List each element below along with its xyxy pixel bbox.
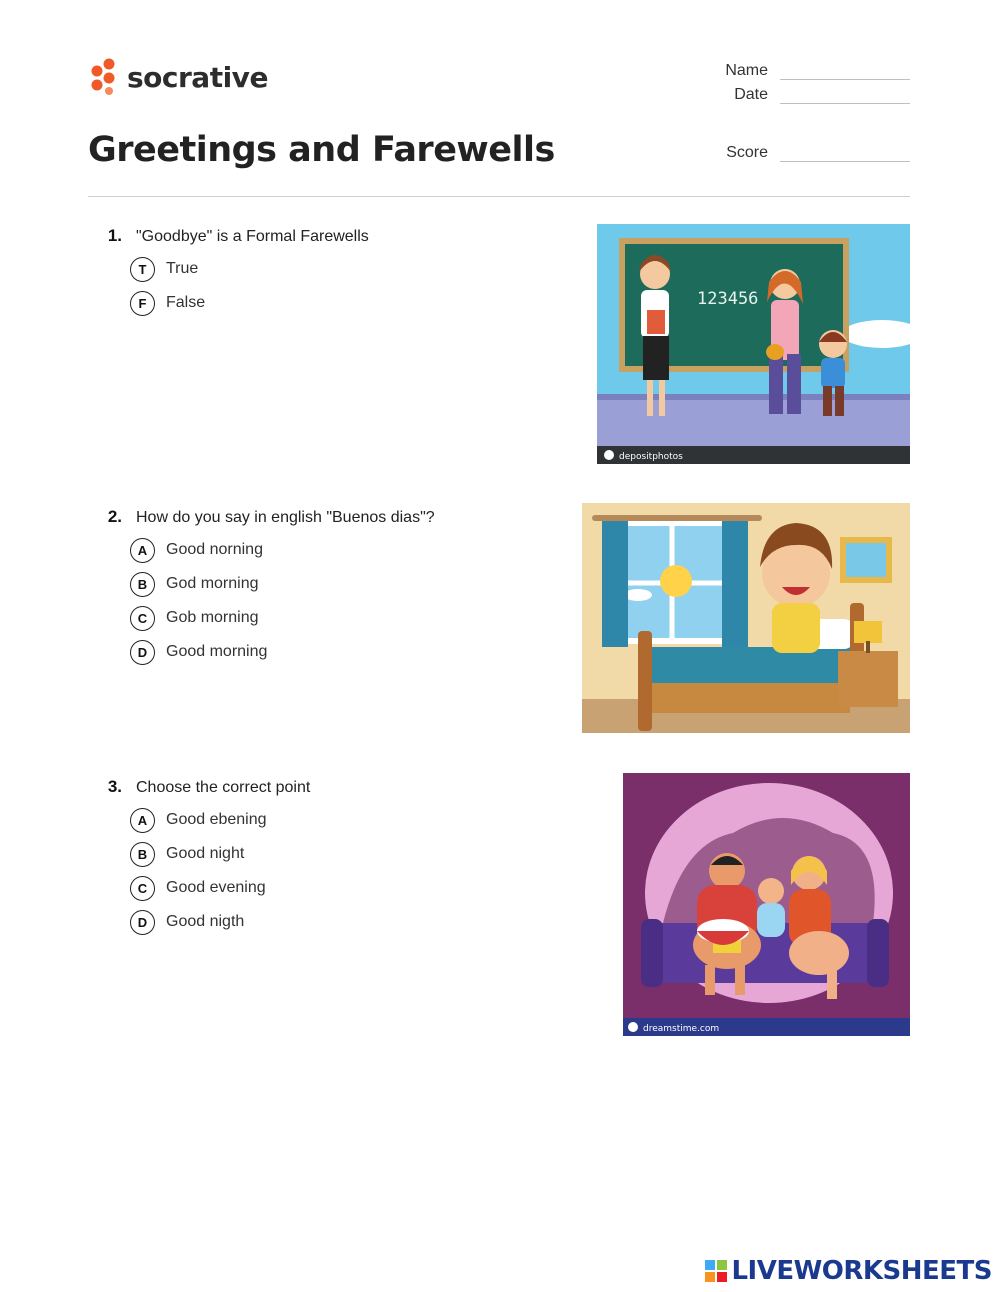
option-d[interactable] (130, 905, 310, 939)
hexagon-logo-icon (88, 58, 118, 96)
option-text: Good nigth (166, 913, 245, 930)
option-a[interactable] (130, 803, 310, 837)
option-bubble[interactable]: A (130, 808, 155, 833)
brand-name: socrative (127, 60, 268, 94)
liveworksheets-blocks-icon (705, 1260, 727, 1282)
footer-brand: LIVEWORKSHEETS (731, 1256, 992, 1286)
baby-figure (757, 878, 785, 937)
question-number: 3. (107, 777, 122, 796)
option-false[interactable] (130, 286, 369, 320)
socrative-logo (88, 58, 268, 96)
option-text: False (166, 294, 206, 311)
question-text: How do you say in english "Buenos dias"? (136, 509, 435, 526)
question-3 (107, 777, 311, 939)
option-a[interactable] (130, 533, 435, 567)
liveworksheets-logo (705, 1256, 992, 1286)
option-bubble[interactable]: T (130, 257, 155, 282)
option-bubble[interactable]: A (130, 538, 155, 563)
option-bubble[interactable]: D (130, 640, 155, 665)
page-title: Greetings and Farewells (88, 130, 555, 170)
option-bubble[interactable]: B (130, 572, 155, 597)
option-bubble[interactable]: C (130, 876, 155, 901)
option-text: Good night (166, 845, 245, 862)
name-label: Name (725, 62, 768, 79)
option-bubble[interactable]: C (130, 606, 155, 631)
image-watermark: depositphotos (619, 452, 683, 462)
option-text: Good ebening (166, 811, 267, 828)
score-label: Score (726, 144, 768, 161)
question-1 (107, 226, 369, 320)
name-field (698, 62, 910, 80)
option-bubble[interactable]: B (130, 842, 155, 867)
date-label: Date (734, 86, 768, 103)
bedroom-illustration (582, 503, 910, 733)
board-text: 123456 (697, 289, 759, 309)
sun-icon (660, 565, 692, 597)
option-text: Good evening (166, 879, 266, 896)
score-line[interactable] (780, 150, 910, 162)
family-tv-illustration (623, 773, 910, 1036)
question-number: 1. (107, 226, 122, 245)
name-line[interactable] (780, 68, 910, 80)
option-text: God morning (166, 575, 259, 592)
date-line[interactable] (780, 92, 910, 104)
option-text: Gob morning (166, 609, 259, 626)
option-true[interactable] (130, 252, 369, 286)
option-bubble[interactable]: D (130, 910, 155, 935)
image-watermark: dreamstime.com (643, 1024, 720, 1034)
option-d[interactable] (130, 635, 435, 669)
question-text: "Goodbye" is a Formal Farewells (136, 228, 369, 245)
question-number: 2. (107, 507, 122, 526)
question-text: Choose the correct point (136, 779, 311, 796)
option-b[interactable] (130, 837, 310, 871)
score-field (698, 144, 910, 162)
option-c[interactable] (130, 871, 310, 905)
option-bubble[interactable]: F (130, 291, 155, 316)
option-c[interactable] (130, 601, 435, 635)
date-field (698, 86, 910, 104)
option-text: True (166, 260, 199, 277)
header-divider (88, 196, 910, 197)
option-b[interactable] (130, 567, 435, 601)
option-text: Good norning (166, 541, 263, 558)
option-text: Good morning (166, 643, 268, 660)
question-2 (107, 507, 435, 669)
classroom-illustration (597, 224, 910, 464)
